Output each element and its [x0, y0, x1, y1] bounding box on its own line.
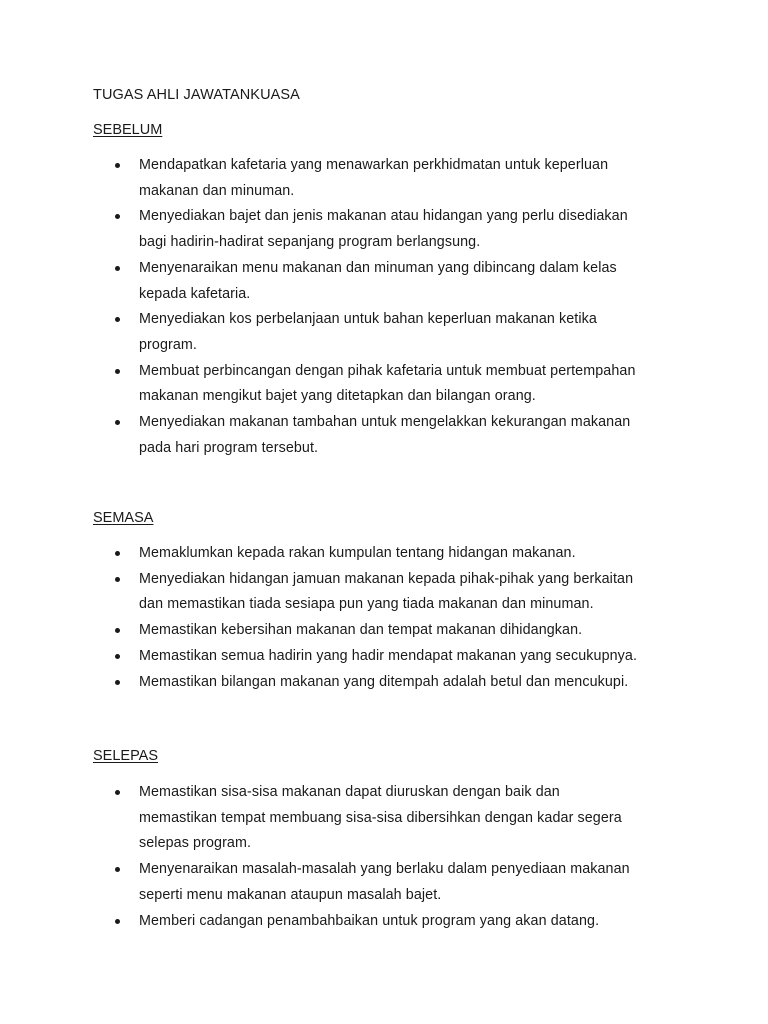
bullet-icon — [115, 551, 120, 556]
bullet-icon — [115, 790, 120, 795]
bullet-icon — [115, 266, 120, 271]
bullet-icon — [115, 163, 120, 168]
list-item-text: makanan dan minuman. — [139, 182, 295, 199]
list-item-text: kepada kafetaria. — [139, 285, 251, 302]
section-heading-selepas: SELEPAS — [93, 748, 159, 764]
list-item — [0, 618, 768, 644]
list-item-text: Menyediakan hidangan jamuan makanan kepada pihak-pihak yang berkaitan — [139, 570, 634, 587]
list-item — [0, 204, 768, 255]
list-item-text: Memastikan kebersihan makanan dan tempat makanan dihidangkan. — [139, 622, 583, 639]
list-item-text: Menyenaraikan masalah-masalah yang berlaku dalam penyediaan makanan — [139, 861, 630, 878]
list-item — [0, 153, 768, 204]
list-sebelum — [0, 153, 768, 461]
list-item — [0, 909, 768, 935]
list-item — [0, 670, 768, 696]
list-item — [0, 410, 768, 461]
list-item-text: bagi hadirin-hadirat sepanjang program berlangsung. — [139, 234, 481, 251]
list-item-text: Menyediakan bajet dan jenis makanan atau hidangan yang perlu disediakan — [139, 208, 628, 225]
bullet-icon — [115, 919, 120, 924]
list-item-text: Memberi cadangan penambahbaikan untuk program yang akan datang. — [139, 912, 600, 929]
list-item-text: Memaklumkan kepada rakan kumpulan tentang hidangan makanan. — [139, 545, 576, 561]
list-item-text: pada hari program tersebut. — [139, 439, 319, 456]
list-item-text: dan memastikan tiada sesiapa pun yang tiada makanan dan minuman. — [139, 596, 594, 613]
list-item — [0, 359, 768, 410]
list-item — [0, 567, 768, 618]
list-selepas — [0, 780, 768, 934]
bullet-icon — [115, 577, 120, 582]
bullet-icon — [115, 214, 120, 219]
bullet-icon — [115, 369, 120, 374]
list-item — [0, 256, 768, 307]
list-item — [0, 857, 768, 908]
list-item-text: memastikan tempat membuang sisa-sisa dibersihkan dengan kadar segera — [139, 809, 622, 826]
bullet-icon — [115, 628, 120, 633]
list-item — [0, 541, 768, 567]
list-item-text: selepas program. — [139, 835, 252, 852]
list-item-text: Memastikan sisa-sisa makanan dapat diuruskan dengan baik dan — [139, 784, 560, 800]
bullet-icon — [115, 317, 120, 322]
list-item-text: seperti menu makanan ataupun masalah bajet. — [139, 886, 442, 903]
list-item-text: makanan mengikut bajet yang ditetapkan dan bilangan orang. — [139, 388, 536, 405]
document-title: TUGAS AHLI JAWATANKUASA — [93, 87, 300, 103]
list-item — [0, 307, 768, 358]
bullet-icon — [115, 680, 120, 685]
list-item-text: Memastikan bilangan makanan yang ditempah adalah betul dan mencukupi. — [139, 673, 629, 690]
list-item — [0, 780, 768, 857]
list-semasa — [0, 541, 768, 695]
bullet-icon — [115, 654, 120, 659]
list-item-text: Menyediakan makanan tambahan untuk mengelakkan kekurangan makanan — [139, 414, 631, 431]
list-item-text: program. — [139, 336, 198, 353]
list-item — [0, 644, 768, 670]
list-item-text: Membuat perbincangan dengan pihak kafetaria untuk membuat pertempahan — [139, 362, 636, 379]
section-heading-sebelum: SEBELUM — [93, 122, 163, 138]
section-heading-semasa: SEMASA — [93, 510, 154, 526]
list-item-text: Menyediakan kos perbelanjaan untuk bahan keperluan makanan ketika — [139, 311, 597, 328]
bullet-icon — [115, 420, 120, 425]
bullet-icon — [115, 867, 120, 872]
list-item-text: Mendapatkan kafetaria yang menawarkan perkhidmatan untuk keperluan — [139, 157, 609, 173]
list-item-text: Memastikan semua hadirin yang hadir mendapat makanan yang secukupnya. — [139, 647, 638, 664]
list-item-text: Menyenaraikan menu makanan dan minuman yang dibincang dalam kelas — [139, 259, 617, 276]
